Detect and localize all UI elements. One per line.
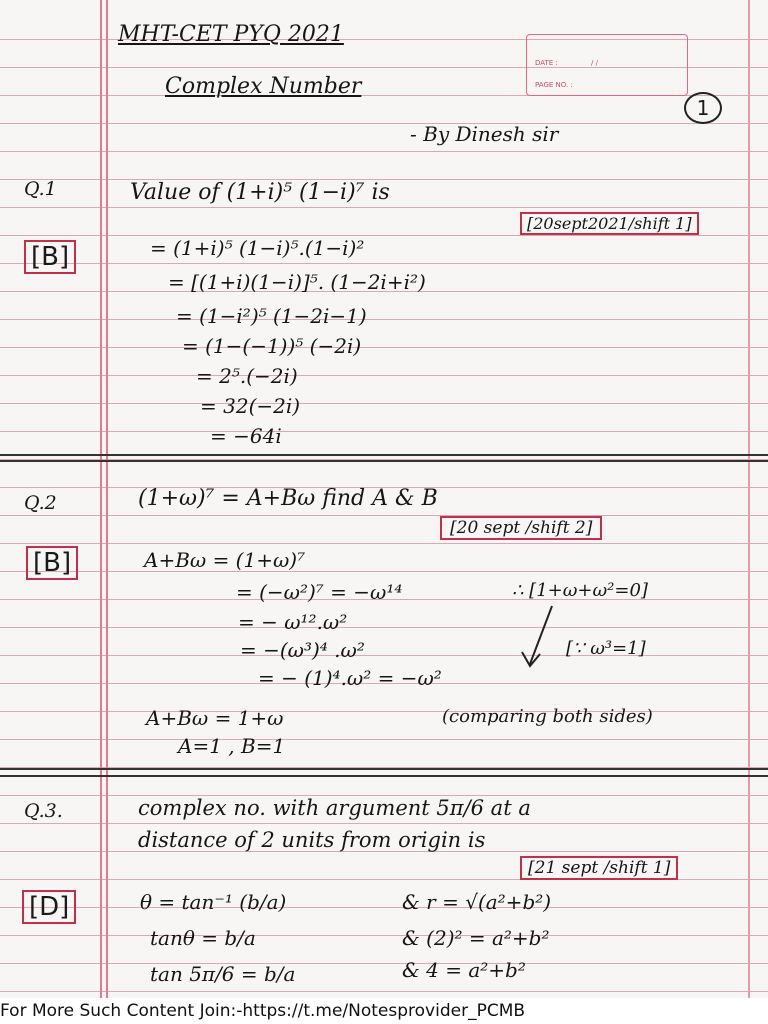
q2-label: Q.2 xyxy=(24,492,57,514)
q2-note-cube-root: [∵ ω³=1] xyxy=(566,638,646,659)
q3-question-line: complex no. with argument 5π/6 at a xyxy=(138,796,531,820)
q2-step: A+Bω = (1+ω)⁷ xyxy=(144,548,306,572)
q2-step: = − (1)⁴.ω² = −ω² xyxy=(258,666,442,690)
q1-source: [20sept2021/shift 1] xyxy=(520,212,699,235)
q1-step: = −64i xyxy=(210,424,282,448)
page-subtitle: Complex Number xyxy=(165,74,362,99)
q1-answer: [B] xyxy=(24,240,76,274)
q1-step: = [(1+i)(1−i)]⁵. (1−2i+i²) xyxy=(168,270,426,294)
date-value: / / xyxy=(591,59,598,67)
q2-step: = (−ω²)⁷ = −ω¹⁴ xyxy=(236,580,403,604)
q1-step: = 32(−2i) xyxy=(200,394,301,418)
q2-question: (1+ω)⁷ = A+Bω find A & B xyxy=(138,486,438,511)
q1-step: = (1+i)⁵ (1−i)⁵.(1−i)² xyxy=(150,236,365,260)
q3-step: θ = tan⁻¹ (b/a) xyxy=(140,890,287,914)
q3-step: tan 5π/6 = b/a xyxy=(150,962,296,986)
date-label: DATE : xyxy=(535,59,558,67)
q2-step: = −(ω³)⁴ .ω² xyxy=(240,638,365,662)
q2-note-identity: ∴ [1+ω+ω²=0] xyxy=(512,580,648,601)
q3-source: [21 sept /shift 1] xyxy=(520,856,678,880)
q1-step: = 2⁵.(−2i) xyxy=(196,364,298,388)
author-credit: - By Dinesh sir xyxy=(410,122,559,146)
q2-answer: [B] xyxy=(26,546,78,580)
q3-step: & (2)² = a²+b² xyxy=(402,926,550,950)
page-no-label: PAGE NO. : xyxy=(535,81,573,89)
q3-step: & r = √(a²+b²) xyxy=(402,890,552,914)
q3-answer: [D] xyxy=(22,890,76,924)
q3-question-line: distance of 2 units from origin is xyxy=(138,828,486,852)
q1-step: = (1−i²)⁵ (1−2i−1) xyxy=(176,304,367,328)
page-number: 1 xyxy=(684,92,722,124)
q2-source: [20 sept /shift 2] xyxy=(440,516,602,540)
q2-step: A+Bω = 1+ω xyxy=(146,706,284,730)
q2-step: A=1 , B=1 xyxy=(178,734,286,758)
q3-step: & 4 = a²+b² xyxy=(402,958,526,982)
q1-step: = (1−(−1))⁵ (−2i) xyxy=(182,334,362,358)
q3-label: Q.3. xyxy=(24,800,63,822)
q2-step: = − ω¹².ω² xyxy=(238,610,348,634)
q1-label: Q.1 xyxy=(24,178,57,200)
page-title: MHT-CET PYQ 2021 xyxy=(118,22,344,47)
q1-question: Value of (1+i)⁵ (1−i)⁷ is xyxy=(130,180,390,205)
q2-note-comparing: (comparing both sides) xyxy=(442,706,653,727)
footer-banner: For More Such Content Join:-https://t.me/Notesprovider_PCMB xyxy=(0,998,768,1024)
q3-step: tanθ = b/a xyxy=(150,926,256,950)
